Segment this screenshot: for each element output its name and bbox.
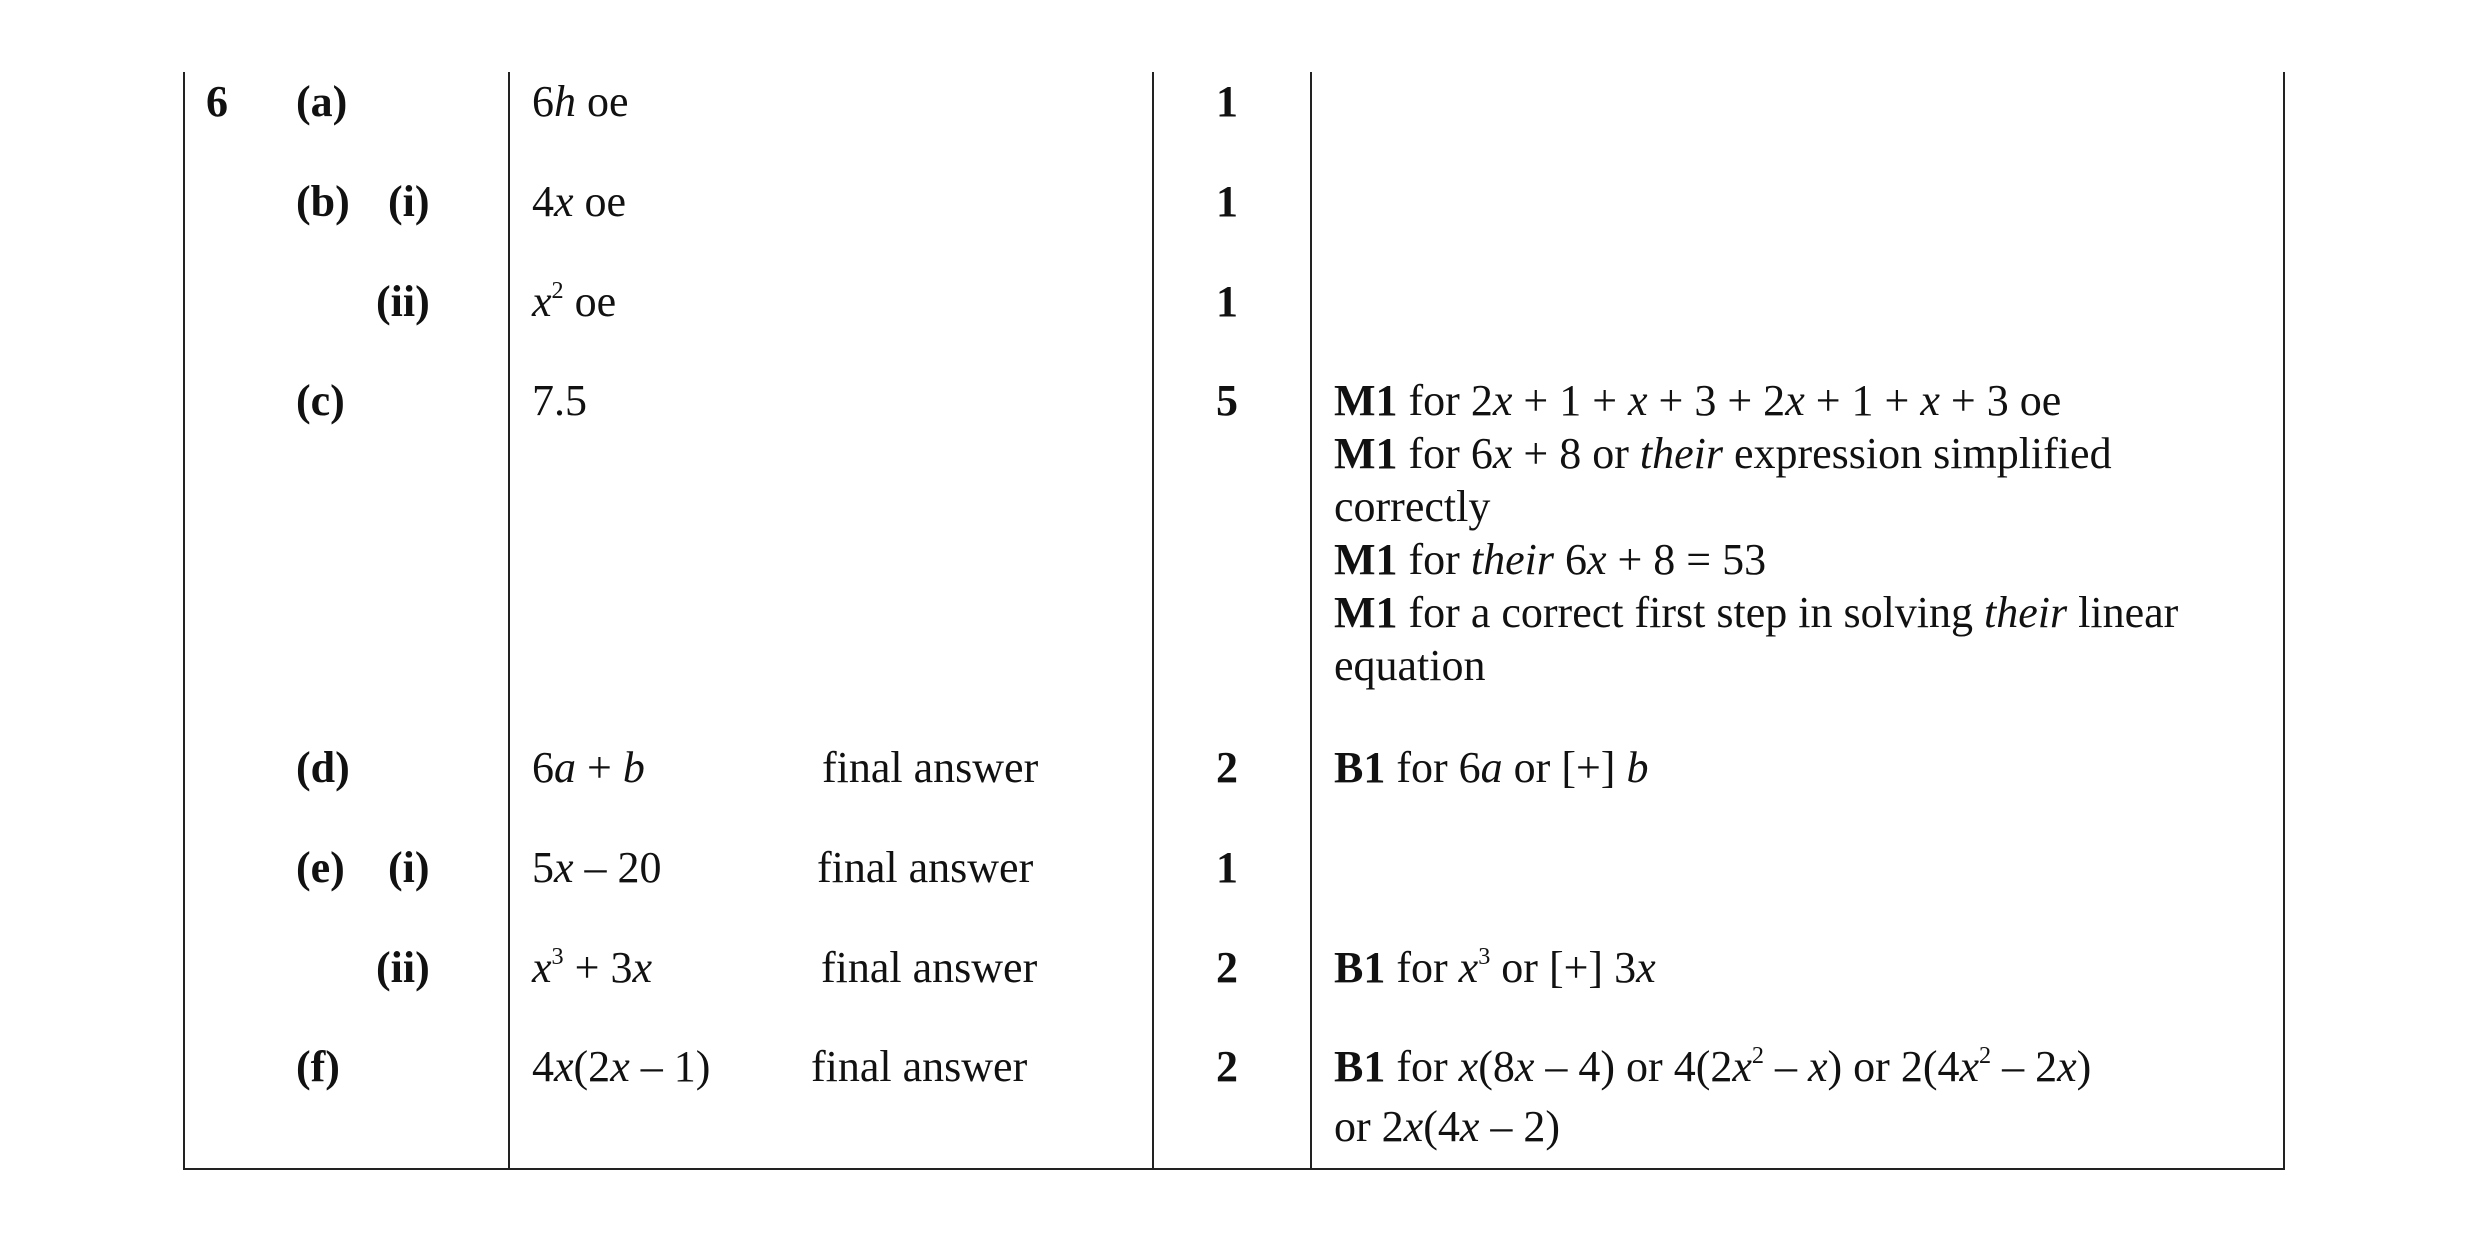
part-label-b: (b)	[296, 177, 350, 226]
table-border-bottom	[183, 1168, 2285, 1170]
question-number: 6	[206, 77, 228, 126]
sub-label-b-ii: (ii)	[376, 277, 430, 326]
mark-a: 1	[1216, 77, 1238, 126]
answer-d: 6a + b	[532, 743, 645, 792]
guidance-c-line-4: M1 for their 6x + 8 = 53	[1334, 535, 1767, 584]
table-border-right	[2283, 72, 2285, 1170]
guidance-c-line-1: M1 for 2x + 1 + x + 3 + 2x + 1 + x + 3 oe	[1334, 376, 2062, 425]
mark-e-ii: 2	[1216, 943, 1238, 992]
guidance-c-line-3: correctly	[1334, 482, 1491, 531]
part-label-f: (f)	[296, 1042, 340, 1091]
answer-b-i: 4x oe	[532, 177, 627, 226]
mark-f: 2	[1216, 1042, 1238, 1091]
answer-e-i: 5x – 20	[532, 843, 662, 892]
answer-a: 6h oe	[532, 77, 629, 126]
answer-f: 4x(2x – 1)	[532, 1042, 711, 1091]
part-label-a: (a)	[296, 77, 348, 126]
guidance-c-line-5: M1 for a correct first step in solving their linear	[1334, 588, 2179, 637]
part-label-d: (d)	[296, 743, 350, 792]
note-d: final answer	[822, 743, 1039, 792]
guidance-e-ii: B1 for $x^3$ or [+] 3x	[1334, 942, 1656, 992]
mark-b-ii: 1	[1216, 277, 1238, 326]
mark-d: 2	[1216, 743, 1238, 792]
guidance-d: B1 for 6a or [+] b	[1334, 743, 1649, 792]
note-e-ii: final answer	[821, 943, 1038, 992]
column-divider-answer	[508, 72, 510, 1170]
part-label-e: (e)	[296, 843, 345, 892]
note-e-i: final answer	[817, 843, 1034, 892]
guidance-c-line-6: equation	[1334, 641, 1486, 690]
column-divider-guidance	[1310, 72, 1312, 1170]
part-label-c: (c)	[296, 376, 345, 425]
sub-label-e-ii: (ii)	[376, 943, 430, 992]
guidance-f	[1334, 1040, 2274, 1153]
sub-label-b-i: (i)	[388, 177, 430, 226]
answer-b-ii: $x^2$ oe	[532, 276, 617, 326]
guidance-f-line-1: B1 for x(8x – 4) or $4(2x^2 - x)$ or $2(4x^2 - 2x)$	[1334, 1041, 2092, 1091]
guidance-c-line-2: M1 for 6x + 8 or their expression simplified	[1334, 429, 2112, 478]
mark-c: 5	[1216, 376, 1238, 425]
table-border-left	[183, 72, 185, 1170]
answer-e-ii: $x^3 + 3x$	[532, 942, 652, 992]
sub-label-e-i: (i)	[388, 843, 430, 892]
mark-e-i: 1	[1216, 843, 1238, 892]
guidance-c	[1334, 374, 2274, 692]
answer-c: 7.5	[532, 376, 587, 425]
guidance-f-line-2: or 2x(4x – 2)	[1334, 1102, 1561, 1151]
note-f: final answer	[811, 1042, 1028, 1091]
column-divider-mark	[1152, 72, 1154, 1170]
mark-b-i: 1	[1216, 177, 1238, 226]
